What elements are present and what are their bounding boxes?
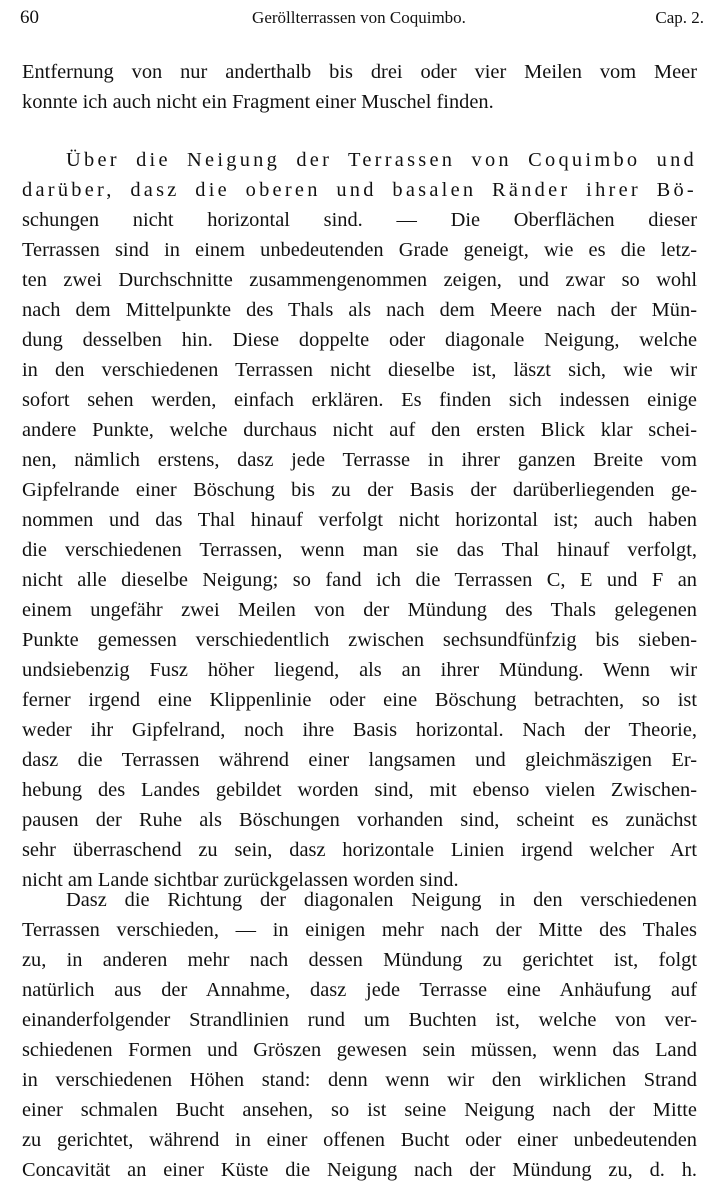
text-line: undsiebenzig Fusz höher liegend, als an ihrer Mündung. Wenn wir [22,659,697,681]
text-line: nicht am Lande sichtbar zurückgelassen worden sind. [22,869,459,891]
page-number: 60 [20,7,39,28]
text-line: einanderfolgender Strandlinien rund um Buchten ist, welche von ver- [22,1009,697,1031]
text-line: nommen und das Thal hinauf verfolgt nicht horizontal ist; auch haben [22,509,697,531]
text-line: in verschiedenen Höhen stand: denn wenn wir den wirklichen Strand [22,1069,697,1091]
text-line: die verschiedenen Terrassen, wenn man sie das Thal hinauf verfolgt, [22,539,697,561]
text-line: in den verschiedenen Terrassen nicht dieselbe ist, läszt sich, wie wir [22,359,697,381]
paragraph [22,57,697,117]
paragraph [22,145,697,895]
text-line: hebung des Landes gebildet worden sind, mit ebenso vielen Zwischen- [22,779,697,801]
text-line: dasz die Terrassen während einer langsamen und gleichmäszigen Er- [22,749,697,771]
text-line: Dasz die Richtung der diagonalen Neigung in den verschiedenen [66,889,697,911]
text-line: natürlich aus der Annahme, dasz jede Terrasse eine Anhäufung auf [22,979,697,1001]
text-line: schungen nicht horizontal sind. — Die Oberflächen dieser [22,209,697,231]
running-title: Geröllterrassen von Coquimbo. [252,8,466,27]
text-line: Gipfelrande einer Böschung bis zu der Basis der darüberliegenden ge- [22,479,697,501]
text-line: sofort sehen werden, einfach erklären. Es finden sich indessen einige [22,389,697,411]
paragraph [22,885,697,1185]
section-heading-line: Über die Neigung der Terrassen von Coquimbo und [66,149,697,171]
text-line: zu, in anderen mehr nach dessen Mündung zu gerichtet ist, folgt [22,949,697,971]
text-line: dung desselben hin. Diese doppelte oder diagonale Neigung, welche [22,329,697,351]
text-line: andere Punkte, welche durchaus nicht auf den ersten Blick klar schei- [22,419,697,441]
text-line: pausen der Ruhe als Böschungen vorhanden sind, scheint es zunächst [22,809,697,831]
text-line: konnte ich auch nicht ein Fragment einer Muschel finden. [22,91,494,113]
text-line: nicht alle dieselbe Neigung; so fand ich die Terrassen C, E und F an [22,569,697,591]
text-line: ten zwei Durchschnitte zusammengenommen zeigen, und zwar so wohl [22,269,697,291]
text-line: nach dem Mittelpunkte des Thals als nach dem Meere nach der Mün- [22,299,697,321]
chapter-label: Cap. 2. [655,8,704,27]
text-line: schiedenen Formen und Gröszen gewesen sein müssen, wenn das Land [22,1039,697,1061]
text-line: Entfernung von nur anderthalb bis drei oder vier Meilen vom Meer [22,61,697,83]
text-line: Terrassen sind in einem unbedeutenden Grade geneigt, wie es die letz- [22,239,697,261]
text-line: weder ihr Gipfelrand, noch ihre Basis horizontal. Nach der Theorie, [22,719,697,741]
text-line: einem ungefähr zwei Meilen von der Mündung des Thals gelegenen [22,599,697,621]
text-line: Concavität an einer Küste die Neigung nach der Mündung zu, d. h. [22,1159,697,1181]
text-line: einer schmalen Bucht ansehen, so ist seine Neigung nach der Mitte [22,1099,697,1121]
text-line: zu gerichtet, während in einer offenen Bucht oder einer unbedeutenden [22,1129,697,1151]
text-line: ferner irgend eine Klippenlinie oder eine Böschung betrachten, so ist [22,689,697,711]
running-head [14,4,704,32]
text-line: Terrassen verschieden, — in einigen mehr nach der Mitte des Thales [22,919,697,941]
text-line: sehr überraschend zu sein, dasz horizontale Linien irgend welcher Art [22,839,697,861]
text-line: nen, nämlich erstens, dasz jede Terrasse in ihrer ganzen Breite vom [22,449,697,471]
section-heading-line: darüber, dasz die oberen und basalen Ränder ihrer Bö- [22,179,697,201]
text-line: Punkte gemessen verschiedentlich zwischen sechsundfünfzig bis sieben- [22,629,697,651]
